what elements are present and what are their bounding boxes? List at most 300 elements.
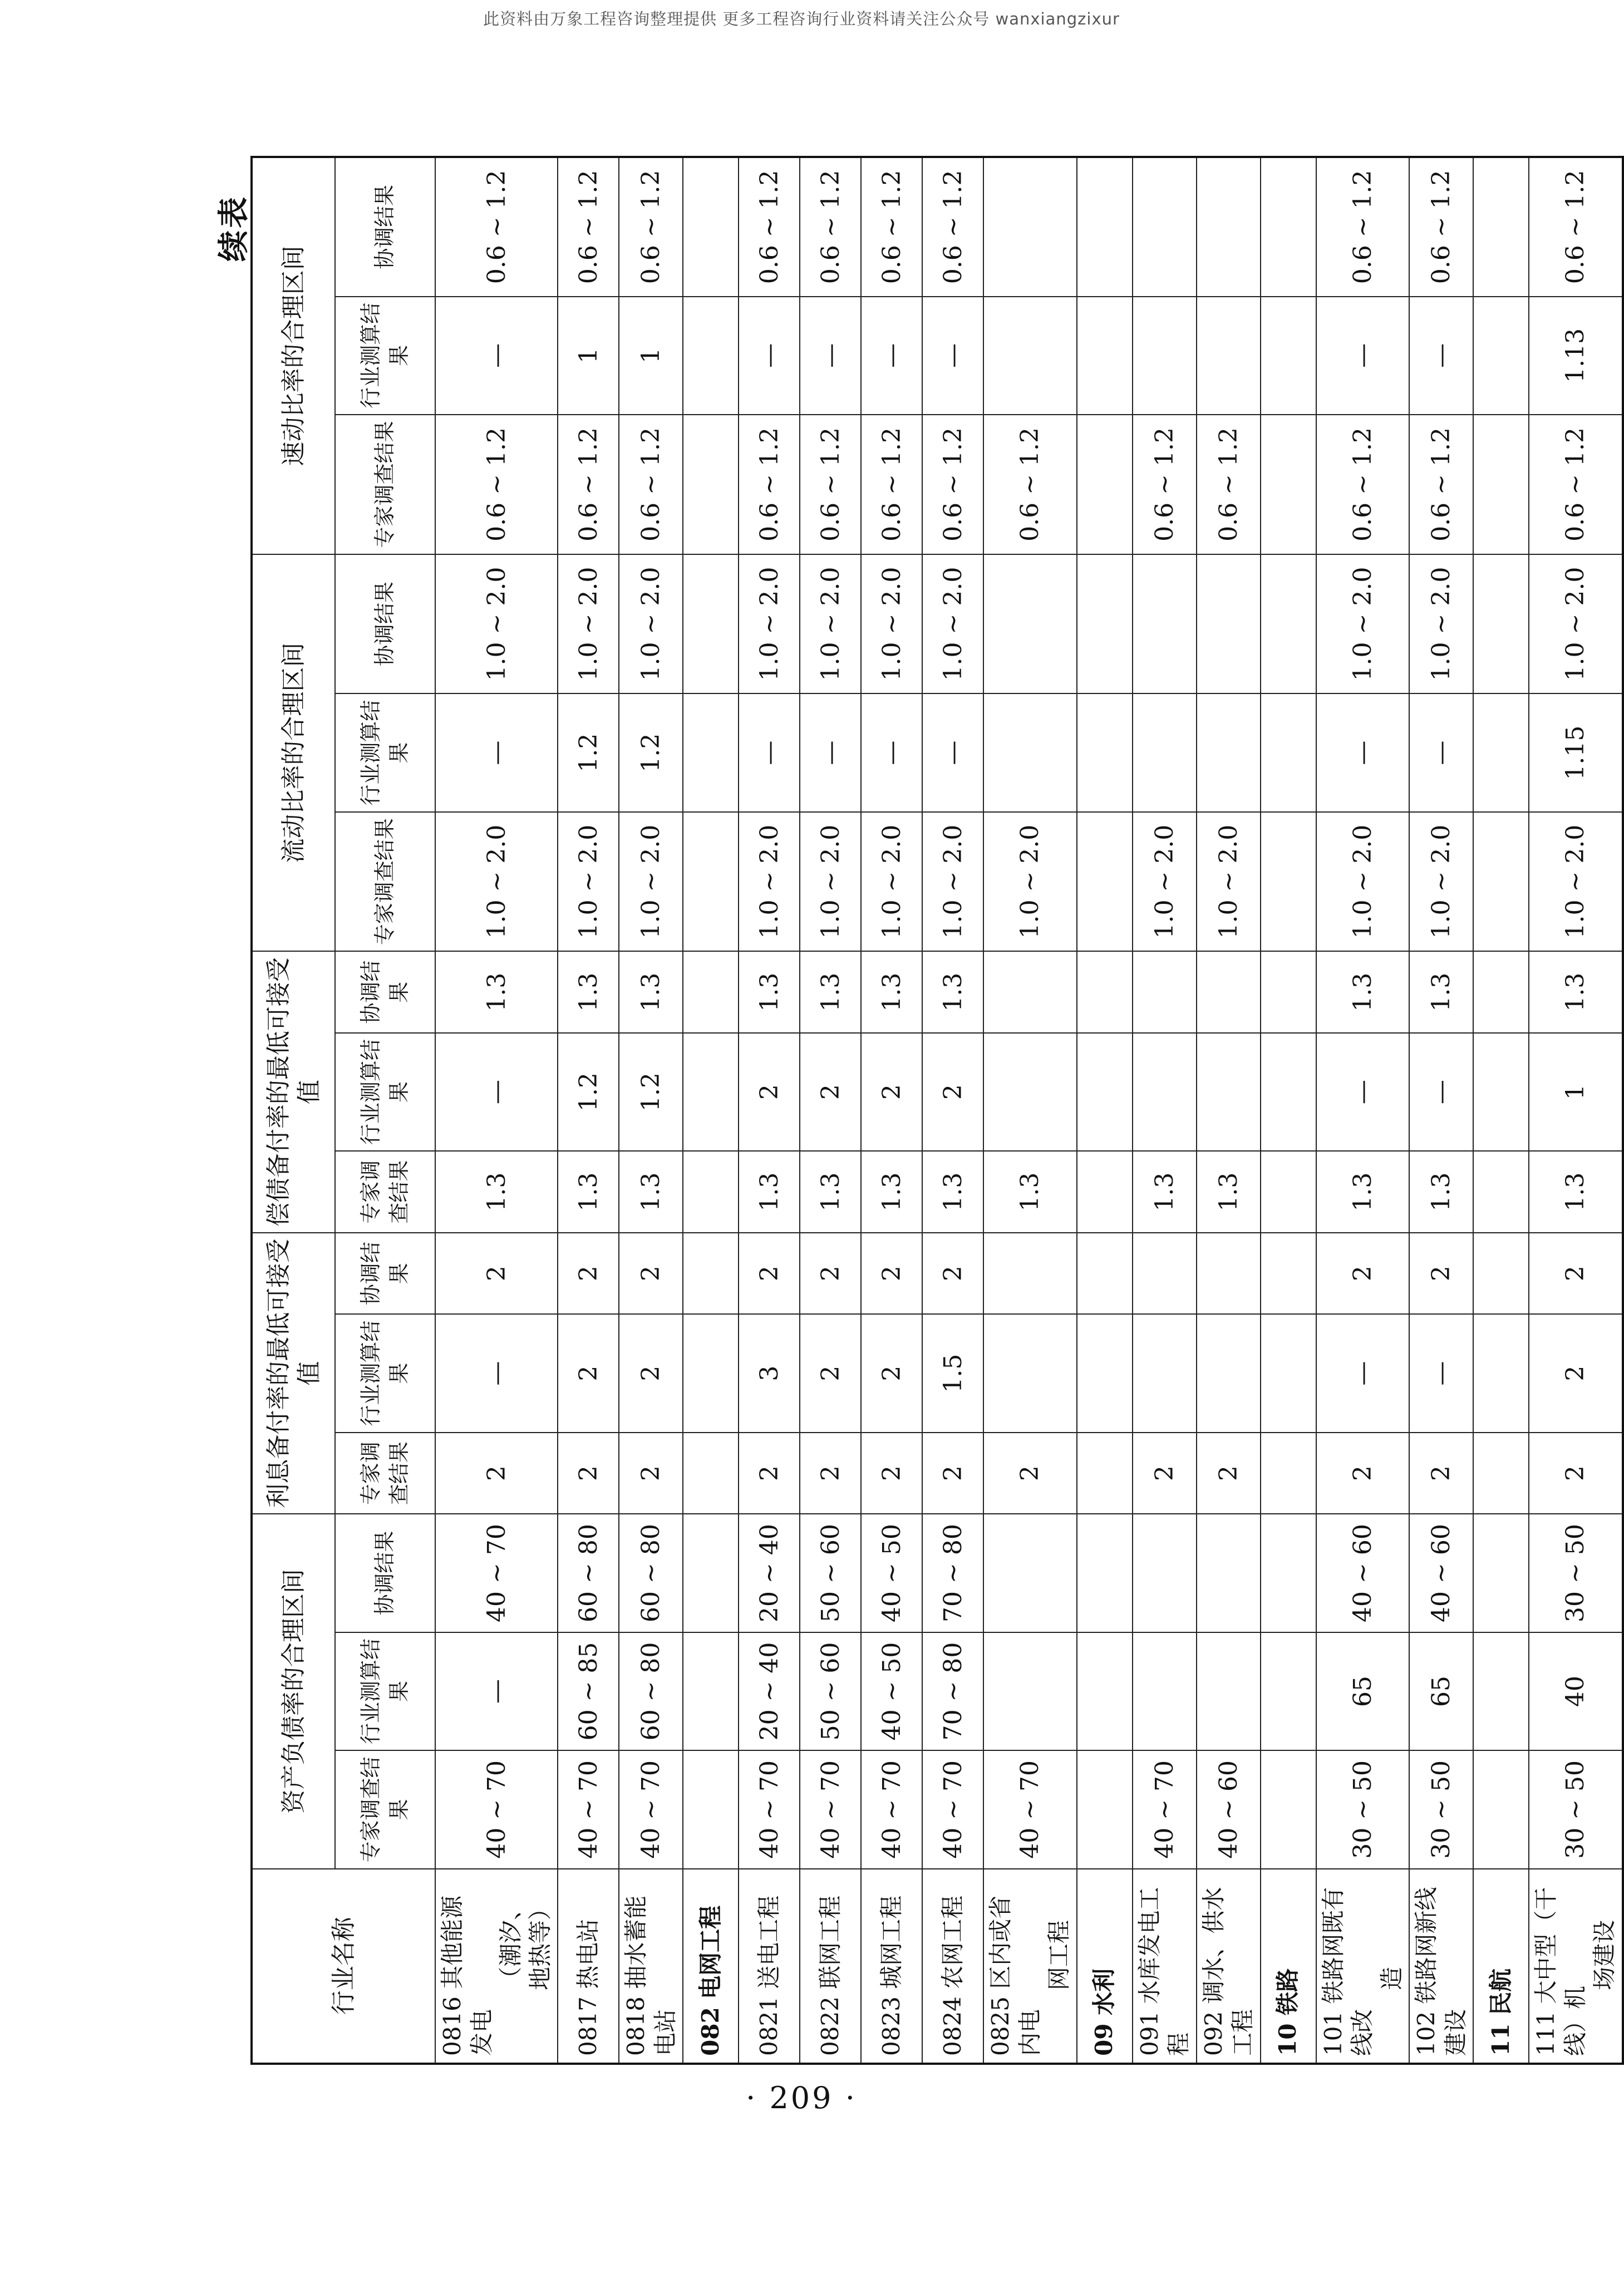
value-cell: 1.3: [1133, 1151, 1197, 1233]
value-cell: 40 ~ 50: [861, 1514, 922, 1632]
value-cell: —: [922, 693, 983, 811]
table-row: [619, 157, 683, 2064]
value-cell: 2: [800, 1433, 861, 1514]
value-cell: [1197, 951, 1261, 1033]
value-cell: 0.6 ~ 1.2: [861, 157, 922, 297]
value-cell: 0.6 ~ 1.2: [558, 157, 619, 297]
value-cell: [1473, 1433, 1529, 1514]
value-cell: [683, 812, 739, 952]
value-cell: —: [435, 693, 558, 811]
value-cell: 1.3: [435, 1151, 558, 1233]
value-cell: 0.6 ~ 1.2: [619, 157, 683, 297]
table-row: [800, 157, 861, 2064]
industry-name-cell: [922, 1869, 983, 2064]
value-cell: 1.0 ~ 2.0: [1529, 554, 1623, 694]
value-cell: 40 ~ 50: [861, 1632, 922, 1750]
value-cell: [1473, 951, 1529, 1033]
value-cell: 1: [619, 297, 683, 415]
value-cell: [1473, 1750, 1529, 1868]
value-cell: 40 ~ 60: [1409, 1514, 1473, 1632]
value-cell: 40 ~ 70: [435, 1750, 558, 1868]
value-cell: 3: [739, 1314, 800, 1432]
value-cell: 40 ~ 70: [558, 1750, 619, 1868]
value-cell: 0.6 ~ 1.2: [1316, 157, 1410, 297]
value-cell: —: [1316, 1314, 1410, 1432]
industry-estimate-header: 行业测算结果: [335, 693, 435, 811]
value-cell: 1.0 ~ 2.0: [558, 812, 619, 952]
value-cell: [1133, 1514, 1197, 1632]
value-cell: [1261, 1433, 1316, 1514]
value-cell: 2: [619, 1314, 683, 1432]
value-cell: 2: [800, 1033, 861, 1151]
value-cell: 1.3: [739, 1151, 800, 1233]
value-cell: [983, 297, 1077, 415]
value-cell: —: [1409, 693, 1473, 811]
value-cell: [1261, 1033, 1316, 1151]
value-cell: [1261, 297, 1316, 415]
value-cell: —: [1409, 1033, 1473, 1151]
value-cell: [683, 951, 739, 1033]
industry-name-continued: 场建设: [1591, 1920, 1618, 1990]
debt-ratio-header: 资产负债率的合理区间: [252, 1514, 335, 1868]
value-cell: 30 ~ 50: [1529, 1750, 1623, 1868]
value-cell: [1077, 1033, 1133, 1151]
continued-table-label: 续表: [216, 195, 252, 262]
value-cell: 1.3: [1316, 951, 1410, 1033]
value-cell: 2: [800, 1233, 861, 1315]
value-cell: 1.0 ~ 2.0: [922, 554, 983, 694]
industry-name-cell: [1316, 1869, 1410, 2064]
industry-name-cell: [739, 1869, 800, 2064]
industry-name-cell: [1077, 1869, 1133, 2064]
value-cell: [1077, 1632, 1133, 1750]
value-cell: [683, 1233, 739, 1315]
value-cell: [1261, 157, 1316, 297]
value-cell: 2: [1409, 1233, 1473, 1315]
value-cell: [1077, 554, 1133, 694]
value-cell: 1.0 ~ 2.0: [800, 554, 861, 694]
value-cell: [1133, 1632, 1197, 1750]
sub-header-row: [335, 157, 435, 2064]
value-cell: [1473, 554, 1529, 694]
value-cell: [1261, 693, 1316, 811]
industry-name-cell: [1197, 1869, 1261, 2064]
industry-name-text: 091 水库发电工程: [1135, 1887, 1192, 2056]
table-body: [435, 157, 1623, 2064]
value-cell: [1077, 415, 1133, 554]
industry-name-cell: [1473, 1869, 1529, 2064]
industry-name-cell: [558, 1869, 619, 2064]
value-cell: [683, 1750, 739, 1868]
value-cell: —: [1316, 297, 1410, 415]
coordinated-result-header: 协调结果: [335, 1514, 435, 1632]
value-cell: 0.6 ~ 1.2: [739, 415, 800, 554]
value-cell: 20 ~ 40: [739, 1632, 800, 1750]
value-cell: 60 ~ 80: [619, 1632, 683, 1750]
value-cell: 65: [1316, 1632, 1410, 1750]
value-cell: [683, 1514, 739, 1632]
value-cell: 65: [1409, 1632, 1473, 1750]
value-cell: —: [1409, 1314, 1473, 1432]
value-cell: 40 ~ 70: [739, 1750, 800, 1868]
value-cell: —: [739, 297, 800, 415]
value-cell: [683, 297, 739, 415]
value-cell: 20 ~ 40: [739, 1514, 800, 1632]
industry-name-header: 行业名称: [252, 1869, 435, 2064]
value-cell: 1.0 ~ 2.0: [1197, 812, 1261, 952]
value-cell: [1197, 1314, 1261, 1432]
value-cell: [1077, 812, 1133, 952]
value-cell: 2: [558, 1433, 619, 1514]
value-cell: 2: [1133, 1433, 1197, 1514]
industry-name-text: 092 调水、供水工程: [1199, 1887, 1256, 2056]
industry-estimate-header: 行业测算结果: [335, 1314, 435, 1432]
value-cell: 0.6 ~ 1.2: [558, 415, 619, 554]
value-cell: [683, 1033, 739, 1151]
value-cell: 2: [861, 1233, 922, 1315]
coordinated-result-header: 协调结果: [335, 1233, 435, 1315]
value-cell: 1.2: [619, 693, 683, 811]
value-cell: 2: [435, 1433, 558, 1514]
value-cell: 2: [1529, 1433, 1623, 1514]
value-cell: [1261, 1233, 1316, 1315]
industry-name-cell: [800, 1869, 861, 2064]
value-cell: [983, 1514, 1077, 1632]
value-cell: 0.6 ~ 1.2: [435, 415, 558, 554]
value-cell: [1261, 951, 1316, 1033]
value-cell: [1133, 297, 1197, 415]
value-cell: [983, 693, 1077, 811]
value-cell: [1133, 693, 1197, 811]
value-cell: 1.3: [1529, 951, 1623, 1033]
expert-survey-header: 专家调查结果: [335, 415, 435, 554]
industry-name-text: 0822 联网工程: [816, 1895, 844, 2056]
value-cell: —: [435, 1033, 558, 1151]
value-cell: —: [1409, 297, 1473, 415]
value-cell: [1197, 297, 1261, 415]
value-cell: 40 ~ 70: [983, 1750, 1077, 1868]
value-cell: 1.3: [558, 1151, 619, 1233]
value-cell: [1473, 693, 1529, 811]
value-cell: 0.6 ~ 1.2: [1409, 157, 1473, 297]
industry-name-text: 0818 抽水蓄能电站: [622, 1895, 679, 2056]
value-cell: 2: [922, 1033, 983, 1151]
value-cell: 2: [558, 1233, 619, 1315]
industry-name-text: 0825 区内或省内电: [987, 1895, 1044, 2056]
industry-name-text: 0817 热电站: [574, 1918, 602, 2056]
value-cell: [1077, 1433, 1133, 1514]
value-cell: [1133, 1033, 1197, 1151]
value-cell: 30 ~ 50: [1409, 1750, 1473, 1868]
value-cell: [683, 1151, 739, 1233]
value-cell: —: [739, 693, 800, 811]
value-cell: [1077, 1750, 1133, 1868]
value-cell: [1133, 554, 1197, 694]
value-cell: 40 ~ 70: [922, 1750, 983, 1868]
value-cell: 1.3: [1409, 951, 1473, 1033]
value-cell: 2: [861, 1433, 922, 1514]
rotated-page-content: [216, 156, 1618, 2065]
quick-ratio-header: 速动比率的合理区间: [252, 157, 335, 554]
value-cell: 40 ~ 70: [1133, 1750, 1197, 1868]
value-cell: 70 ~ 80: [922, 1632, 983, 1750]
value-cell: 40 ~ 70: [435, 1514, 558, 1632]
table-row: [739, 157, 800, 2064]
value-cell: 1.3: [558, 951, 619, 1033]
value-cell: 1.3: [983, 1151, 1077, 1233]
value-cell: 40 ~ 70: [619, 1750, 683, 1868]
value-cell: —: [800, 693, 861, 811]
value-cell: [1077, 1514, 1133, 1632]
industry-estimate-header: 行业测算结果: [335, 297, 435, 415]
value-cell: 1.3: [619, 951, 683, 1033]
industry-name-text: 10 铁路: [1274, 1968, 1302, 2056]
table-row: [922, 157, 983, 2064]
page-number: · 209 ·: [746, 2080, 857, 2115]
value-cell: 1.0 ~ 2.0: [983, 812, 1077, 952]
section-row: [1473, 157, 1529, 2064]
value-cell: [1261, 415, 1316, 554]
table-row: [1316, 157, 1410, 2064]
value-cell: 2: [983, 1433, 1077, 1514]
section-row: [1261, 157, 1316, 2064]
value-cell: [1077, 1314, 1133, 1432]
value-cell: 0.6 ~ 1.2: [1316, 415, 1410, 554]
industry-name-text: 101 铁路网既有线改: [1319, 1887, 1376, 2056]
value-cell: 1.0 ~ 2.0: [861, 554, 922, 694]
value-cell: 40 ~ 70: [861, 1750, 922, 1868]
value-cell: [1261, 812, 1316, 952]
value-cell: 1.0 ~ 2.0: [922, 812, 983, 952]
industry-name-text: 0823 城网工程: [877, 1895, 905, 2056]
industry-name-cell: [861, 1869, 922, 2064]
expert-survey-header: 专家调查结果: [335, 812, 435, 952]
value-cell: 1.3: [861, 951, 922, 1033]
value-cell: —: [861, 297, 922, 415]
value-cell: 0.6 ~ 1.2: [1197, 415, 1261, 554]
value-cell: [1077, 157, 1133, 297]
value-cell: [1197, 1514, 1261, 1632]
value-cell: 1.3: [922, 1151, 983, 1233]
value-cell: —: [800, 297, 861, 415]
value-cell: [983, 554, 1077, 694]
value-cell: [1077, 693, 1133, 811]
value-cell: [983, 1314, 1077, 1432]
value-cell: [1473, 1632, 1529, 1750]
value-cell: 1.3: [1316, 1151, 1410, 1233]
value-cell: 1.2: [558, 1033, 619, 1151]
value-cell: —: [861, 693, 922, 811]
industry-name-text: 11 民航: [1487, 1968, 1514, 2056]
value-cell: [1473, 1314, 1529, 1432]
industry-name-text: 0821 送电工程: [755, 1895, 783, 2056]
value-cell: 2: [435, 1233, 558, 1315]
value-cell: 2: [1529, 1233, 1623, 1315]
value-cell: 2: [800, 1314, 861, 1432]
value-cell: 1.3: [619, 1151, 683, 1233]
value-cell: [1133, 951, 1197, 1033]
value-cell: 40 ~ 60: [1197, 1750, 1261, 1868]
industry-name-text: 09 水利: [1090, 1968, 1118, 2056]
value-cell: 1.0 ~ 2.0: [619, 554, 683, 694]
value-cell: [683, 157, 739, 297]
coordinated-result-header: 协调结果: [335, 554, 435, 694]
value-cell: [1261, 1750, 1316, 1868]
table-row: [983, 157, 1077, 2064]
value-cell: 1.0 ~ 2.0: [739, 554, 800, 694]
industry-name-cell: [1133, 1869, 1197, 2064]
watermark-text: 此资料由万象工程咨询整理提供 更多工程咨询行业资料请关注公众号 wanxiangzixur: [483, 9, 1120, 28]
industry-name-cell: [1409, 1869, 1473, 2064]
value-cell: [1473, 1233, 1529, 1315]
value-cell: 50 ~ 60: [800, 1514, 861, 1632]
value-cell: [1261, 1151, 1316, 1233]
value-cell: [983, 951, 1077, 1033]
value-cell: [1473, 157, 1529, 297]
value-cell: 30 ~ 50: [1316, 1750, 1410, 1868]
debt-service-coverage-header: 偿债备付率的最低可接受值: [252, 951, 335, 1233]
value-cell: 2: [739, 1033, 800, 1151]
value-cell: [1261, 1632, 1316, 1750]
industry-name-cell: [683, 1869, 739, 2064]
table-row: [558, 157, 619, 2064]
value-cell: [683, 1314, 739, 1432]
value-cell: [983, 1033, 1077, 1151]
table-row: [1409, 157, 1473, 2064]
value-cell: —: [435, 1632, 558, 1750]
value-cell: [983, 1233, 1077, 1315]
industry-estimate-header: 行业测算结果: [335, 1033, 435, 1151]
value-cell: 2: [861, 1314, 922, 1432]
table-row: [1197, 157, 1261, 2064]
value-cell: [1261, 1514, 1316, 1632]
table-row: [861, 157, 922, 2064]
value-cell: [1473, 1033, 1529, 1151]
value-cell: [1197, 1632, 1261, 1750]
value-cell: 0.6 ~ 1.2: [1529, 157, 1623, 297]
table-row: [1529, 157, 1623, 2064]
value-cell: 0.6 ~ 1.2: [1409, 415, 1473, 554]
industry-name-text: 102 铁路网新线建设: [1413, 1887, 1469, 2056]
value-cell: 2: [739, 1233, 800, 1315]
value-cell: [1197, 1033, 1261, 1151]
section-row: [1077, 157, 1133, 2064]
value-cell: [1133, 157, 1197, 297]
value-cell: [1197, 554, 1261, 694]
value-cell: 1.2: [558, 693, 619, 811]
value-cell: 1.3: [922, 951, 983, 1033]
value-cell: [1197, 1233, 1261, 1315]
industry-name-cell: [435, 1869, 558, 2064]
value-cell: 2: [1316, 1433, 1410, 1514]
value-cell: [1133, 1233, 1197, 1315]
value-cell: 1.0 ~ 2.0: [619, 812, 683, 952]
value-cell: 1.15: [1529, 693, 1623, 811]
value-cell: [1473, 297, 1529, 415]
value-cell: [983, 157, 1077, 297]
industry-name-continued: （潮汐、地热等）: [497, 1896, 554, 1990]
value-cell: —: [435, 1314, 558, 1432]
value-cell: [1077, 1233, 1133, 1315]
value-cell: 1.2: [619, 1033, 683, 1151]
value-cell: —: [435, 297, 558, 415]
value-cell: [983, 1632, 1077, 1750]
value-cell: [1473, 1151, 1529, 1233]
value-cell: 0.6 ~ 1.2: [983, 415, 1077, 554]
value-cell: 30 ~ 50: [1529, 1514, 1623, 1632]
value-cell: 2: [922, 1433, 983, 1514]
value-cell: [1197, 693, 1261, 811]
interest-coverage-header: 利息备付率的最低可接受值: [252, 1233, 335, 1514]
value-cell: 40 ~ 70: [800, 1750, 861, 1868]
value-cell: 1.0 ~ 2.0: [861, 812, 922, 952]
value-cell: 0.6 ~ 1.2: [800, 157, 861, 297]
industry-name-cell: [619, 1869, 683, 2064]
value-cell: 1.0 ~ 2.0: [739, 812, 800, 952]
value-cell: 1.0 ~ 2.0: [435, 812, 558, 952]
value-cell: 50 ~ 60: [800, 1632, 861, 1750]
value-cell: 2: [739, 1433, 800, 1514]
expert-survey-header: 专家调查结果: [335, 1433, 435, 1514]
value-cell: [1261, 554, 1316, 694]
value-cell: [683, 1632, 739, 1750]
value-cell: 2: [1197, 1433, 1261, 1514]
industry-name-text: 0824 农网工程: [938, 1895, 966, 2056]
value-cell: 2: [619, 1433, 683, 1514]
value-cell: [1473, 812, 1529, 952]
expert-survey-header: 专家调查结果: [335, 1750, 435, 1868]
value-cell: 1.0 ~ 2.0: [1316, 812, 1410, 952]
value-cell: 1.0 ~ 2.0: [1529, 812, 1623, 952]
value-cell: 2: [1316, 1233, 1410, 1315]
value-cell: 2: [1529, 1314, 1623, 1432]
value-cell: 1.3: [1409, 1151, 1473, 1233]
value-cell: [683, 415, 739, 554]
value-cell: 70 ~ 80: [922, 1514, 983, 1632]
table-row: [1133, 157, 1197, 2064]
value-cell: —: [922, 297, 983, 415]
value-cell: 1: [558, 297, 619, 415]
value-cell: [683, 693, 739, 811]
value-cell: [1077, 951, 1133, 1033]
value-cell: 0.6 ~ 1.2: [739, 157, 800, 297]
value-cell: 60 ~ 85: [558, 1632, 619, 1750]
industry-name-continued: 网工程: [1045, 1920, 1072, 1990]
value-cell: 1.3: [1529, 1151, 1623, 1233]
value-cell: 0.6 ~ 1.2: [922, 415, 983, 554]
value-cell: 1.3: [1197, 1151, 1261, 1233]
value-cell: 2: [619, 1233, 683, 1315]
value-cell: 0.6 ~ 1.2: [1133, 415, 1197, 554]
value-cell: [683, 1433, 739, 1514]
value-cell: 40: [1529, 1632, 1623, 1750]
value-cell: 1.3: [800, 1151, 861, 1233]
value-cell: [1077, 1151, 1133, 1233]
industry-name-text: 0816 其他能源发电: [439, 1895, 495, 2056]
value-cell: [683, 554, 739, 694]
coordinated-result-header: 协调结果: [335, 157, 435, 297]
value-cell: [1261, 1314, 1316, 1432]
industry-name-continued: 造: [1377, 1966, 1405, 1990]
value-cell: 1.3: [800, 951, 861, 1033]
value-cell: 1.13: [1529, 297, 1623, 415]
value-cell: 2: [1409, 1433, 1473, 1514]
value-cell: 1: [1529, 1033, 1623, 1151]
industry-name-text: 082 电网工程: [696, 1905, 724, 2056]
value-cell: 60 ~ 80: [619, 1514, 683, 1632]
value-cell: 2: [922, 1233, 983, 1315]
value-cell: [1473, 415, 1529, 554]
